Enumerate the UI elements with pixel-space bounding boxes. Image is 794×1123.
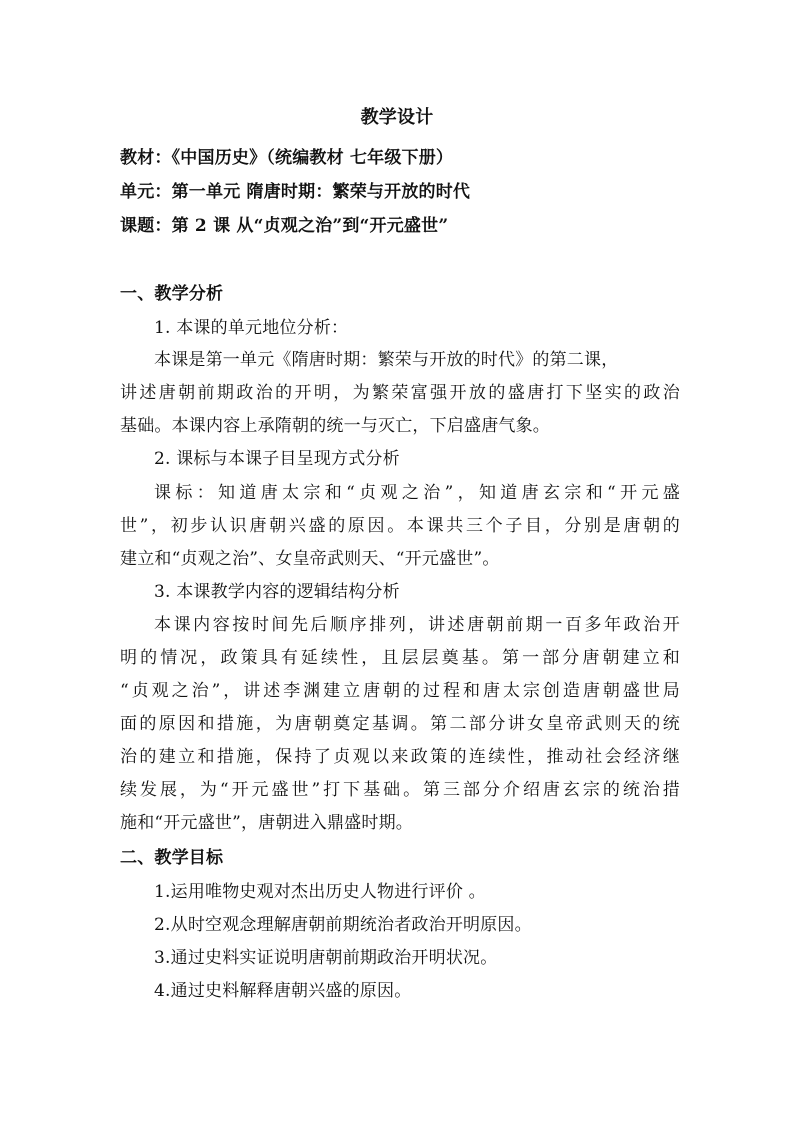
goal-item: 3.通过史料实证说明唐朝前期政治开明状况。 — [154, 948, 498, 968]
paragraph-line: 本课是第一单元《隋唐时期：繁荣与开放的时代》的第二课， — [154, 350, 619, 370]
paragraph-line: 明的情况，政策具有延续性，且层层奠基。第一部分唐朝建立和 — [120, 648, 680, 668]
unit-line: 单元：第一单元 隋唐时期：繁荣与开放的时代 — [120, 182, 471, 202]
goal-item: 4.通过史料解释唐朝兴盛的原因。 — [154, 981, 412, 1001]
paragraph-line: 续发展，为“开元盛世”打下基础。第三部分介绍唐玄宗的统治措 — [120, 780, 680, 800]
paragraph-line: “贞观之治”，讲述李渊建立唐朝的过程和唐太宗创造唐朝盛世局 — [120, 681, 680, 701]
textbook-line: 教材：《中国历史》（统编教材 七年级下册） — [120, 148, 454, 168]
paragraph-line: 治的建立和措施，保持了贞观以来政策的连续性，推动社会经济继 — [120, 747, 680, 767]
section-heading-goals: 二、教学目标 — [120, 848, 224, 868]
goal-item: 2.从时空观念理解唐朝前期统治者政治开明原因。 — [154, 915, 532, 935]
lesson-line: 课题：第 2 课 从“贞观之治”到“开元盛世” — [120, 216, 449, 236]
paragraph-line: 建立和“贞观之治”、女皇帝武则天、“开元盛世”。 — [120, 549, 500, 569]
paragraph-line: 施和“开元盛世”，唐朝进入鼎盛时期。 — [120, 813, 413, 833]
paragraph-line: 基础。本课内容上承隋朝的统一与灭亡，下启盛唐气象。 — [120, 416, 550, 436]
subheading-curriculum: 2. 课标与本课子目呈现方式分析 — [154, 449, 400, 469]
page-title: 教学设计 — [360, 107, 434, 128]
paragraph-line: 课标：知道唐太宗和“贞观之治”，知道唐玄宗和“开元盛 — [154, 483, 680, 503]
paragraph-line: 世”，初步认识唐朝兴盛的原因。本课共三个子目，分别是唐朝的 — [120, 516, 680, 536]
paragraph-line: 面的原因和措施，为唐朝奠定基调。第二部分讲女皇帝武则天的统 — [120, 714, 680, 734]
goal-item: 1.运用唯物史观对杰出历史人物进行评价 。 — [154, 882, 486, 902]
subheading-logic: 3. 本课教学内容的逻辑结构分析 — [154, 582, 400, 602]
paragraph-line: 本课内容按时间先后顺序排列，讲述唐朝前期一百多年政治开 — [154, 615, 680, 635]
section-heading-analysis: 一、教学分析 — [120, 284, 224, 304]
paragraph-line: 讲述唐朝前期政治的开明，为繁荣富强开放的盛唐打下坚实的政治 — [120, 383, 680, 403]
subheading-unit-position: 1. 本课的单元地位分析： — [154, 318, 349, 338]
